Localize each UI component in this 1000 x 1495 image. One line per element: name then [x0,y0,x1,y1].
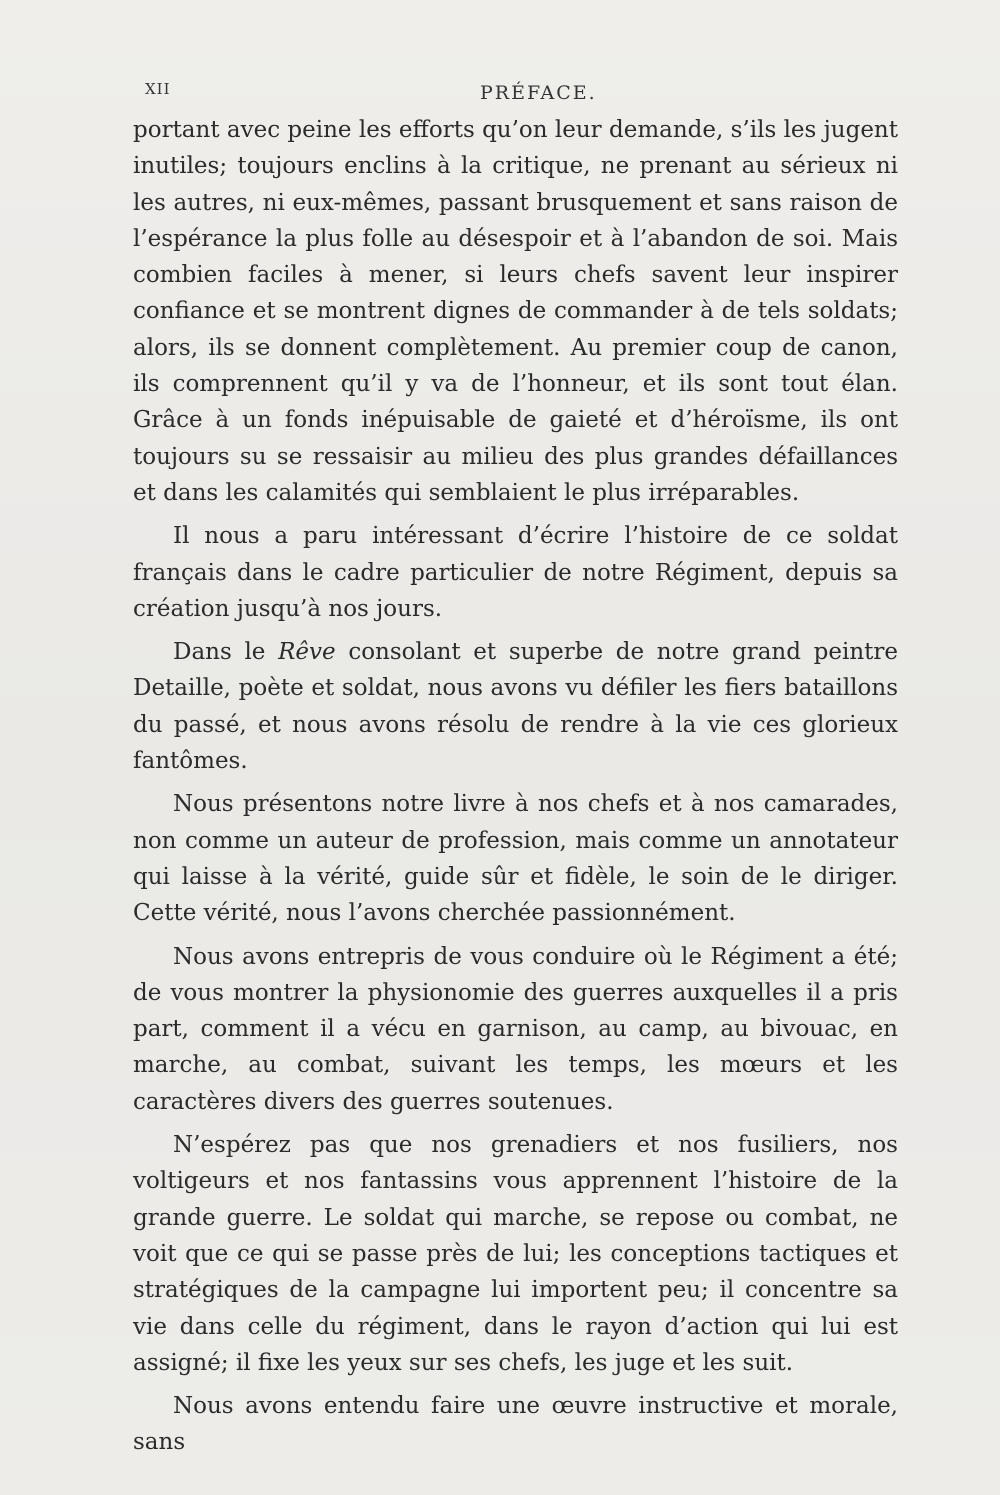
body-text [133,112,898,1468]
paragraph: Nous avons entrepris de vous conduire où le Régiment a été; de vous montrer la physionomie des guerres auxquelles il a pris part, comment il a vécu en garnison, au camp, au bivouac, en marche, au combat, suivant les temps, les mœurs et les caractères divers des guerres soutenues. [133,943,898,1115]
italic-title-reve: Rêve [278,639,336,666]
paragraph-final-partial: Nous avons entendu faire une œuvre instructive et morale, sans [133,1393,898,1456]
paragraph: N’espérez pas que nos grenadiers et nos fusiliers, nos voltigeurs et nos fantassins vous apprennent l’histoire de la grande guerre. Le soldat qui marche, se repose ou combat, ne voit que ce qui se passe près de lui; les conceptions tactiques et stratégiques de la campagne lui importent peu; il concentre sa vie dans celle du régiment, dans le rayon d’action qui lui est assigné; il fixe les yeux sur ses chefs, les juge et les suit. [133,1132,898,1376]
page-header [145,80,905,110]
paragraph: Il nous a paru intéressant d’écrire l’histoire de ce soldat français dans le cadre particulier de notre Régiment, depuis sa création jusqu’à nos jours. [133,523,898,622]
paragraph: Nous présentons notre livre à nos chefs et à nos camarades, non comme un auteur de profession, mais comme un annotateur qui laisse à la vérité, guide sûr et fidèle, le soin de le diriger. Cette vérité, nous l’avons cherchée passionnément. [133,791,898,927]
page-number: XII [145,80,171,98]
paragraph-text-after: consolant et superbe de notre grand peintre Detaille, poète et soldat, nous avons vu défiler les fiers bataillons du passé, et nous avons résolu de rendre à la vie ces glorieux fantômes. [133,639,898,775]
paragraph-text-before: Dans le [173,639,279,666]
paragraph-reve [133,634,898,779]
running-title: PRÉFACE. [480,82,597,104]
paragraph-continuation: portant avec peine les efforts qu’on leur demande, s’ils les jugent inutiles; toujours enclins à la critique, ne prenant au sérieux ni les autres, ni eux-mêmes, passant brusquement et sans raison de l’espérance la plus folle au désespoir et à l’abandon de soi. Mais combien faciles à mener, si leurs chefs savent leur inspirer confiance et se montrent dignes de commander à de tels soldats; alors, ils se donnent complètement. Au premier coup de canon, ils comprennent qu’il y va de l’honneur, et ils sont tout élan. Grâce à un fonds inépuisable de gaieté et d’héroïsme, ils ont toujours su se ressaisir au milieu des plus grandes défaillances et dans les calamités qui semblaient le plus irréparables. [133,117,898,506]
